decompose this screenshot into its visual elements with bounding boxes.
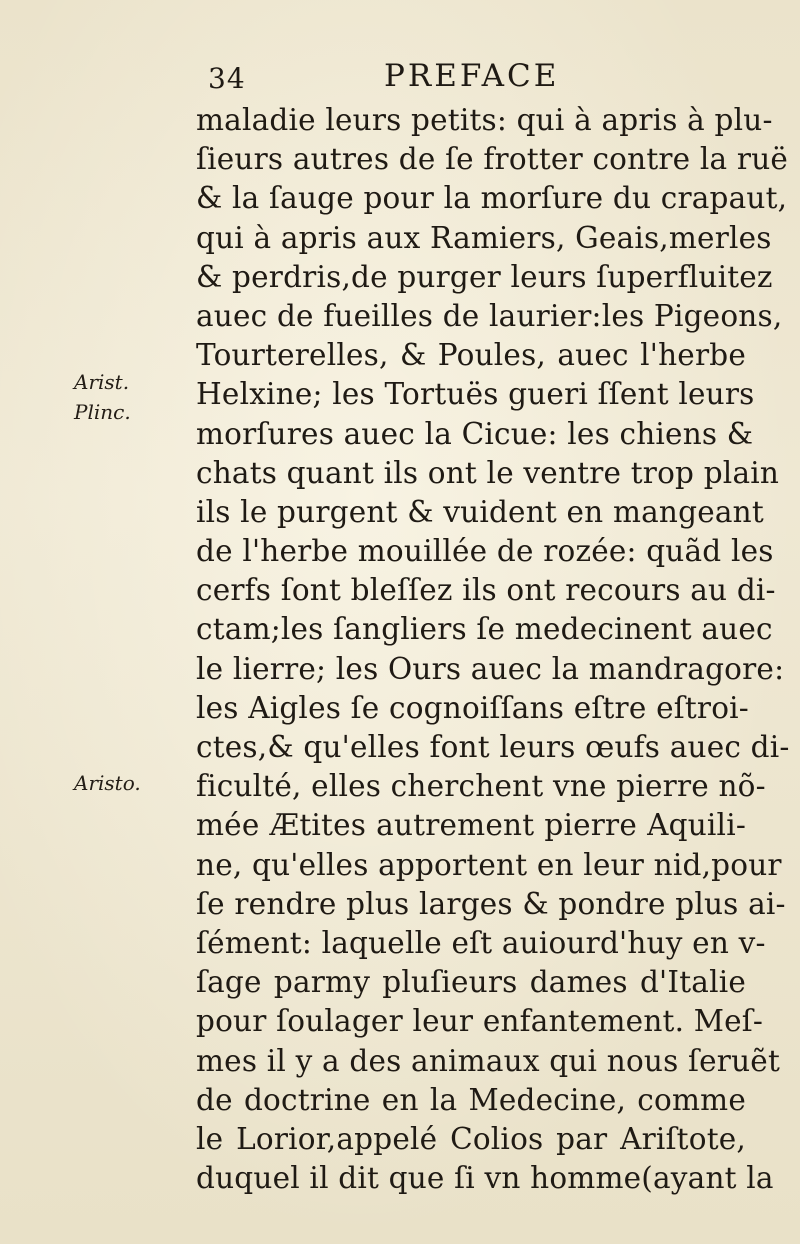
text-line: Helxine; les Tortuës gueri ſſent leurs (196, 377, 755, 412)
text-line: & perdris,de purger leurs ſuperfluitez (196, 259, 773, 294)
text-line: de doctrine en la Medecine, comme (196, 1082, 746, 1117)
text-line: chats quant ils ont le ventre trop plain (196, 455, 780, 490)
text-line: ſément: laquelle eſt auiourd'huy en v- (196, 925, 766, 960)
body-text (196, 101, 790, 1198)
text-line: Tourterelles, & Poules, auec l'herbe (196, 338, 746, 373)
margin-note-line: Plinc. (74, 400, 131, 424)
running-title: PREFACE (384, 58, 560, 94)
text-line: pour ſoulager leur enfantement. Meſ- (196, 1004, 764, 1039)
text-line: duquel il dit que ſi vn homme(ayant la (196, 1161, 774, 1196)
text-line: ſage parmy pluſieurs dames d'Italie (196, 965, 746, 1000)
text-line: ne, qu'elles apportent en leur nid,pour (196, 847, 782, 882)
text-line: mée Ætites autrement pierre Aquili- (196, 808, 746, 843)
margin-note-aristotle (74, 768, 184, 798)
text-line: maladie leurs petits: qui à apris à plu- (196, 103, 773, 137)
margin-note-line: Aristo. (74, 771, 141, 795)
text-line: le Lorior,appelé Colios par Ariſtote, (196, 1121, 746, 1156)
text-line: ctam;les ſangliers ſe medecinent auec (196, 612, 773, 647)
text-line: qui à apris aux Ramiers, Geais,merles (196, 220, 772, 255)
text-line: les Aigles ſe cognoiſſans eſtre eſtroi- (196, 690, 749, 725)
text-line: de l'herbe mouillée de rozée: quãd les (196, 534, 774, 569)
margin-note-line: Arist. (74, 370, 130, 394)
text-line: ſieurs autres de ſe frotter contre la ruë (196, 142, 789, 177)
text-line: ctes,& qu'elles font leurs œufs auec di- (196, 730, 790, 764)
text-line: cerfs ſont bleſſez ils ont recours au di- (196, 573, 776, 608)
text-line: morſures auec la Cicue: les chiens & (196, 416, 754, 451)
text-line: ficulté, elles cherchent vne pierre nõ- (196, 769, 766, 804)
margin-note-aristotle-pliny (74, 367, 184, 427)
page-number: 34 (208, 62, 246, 95)
text-line: ils le purgent & vuident en mangeant (196, 494, 764, 529)
text-line: auec de fueilles de laurier:les Pigeons, (196, 298, 783, 333)
text-line: mes il y a des animaux qui nous ſeruẽt (196, 1043, 781, 1078)
page-header (0, 54, 800, 100)
text-line: ſe rendre plus larges & pondre plus ai- (196, 886, 786, 921)
text-line: & la ſauge pour la morſure du crapaut, (196, 181, 788, 216)
text-line: le lierre; les Ours auec la mandragore: (196, 651, 785, 686)
